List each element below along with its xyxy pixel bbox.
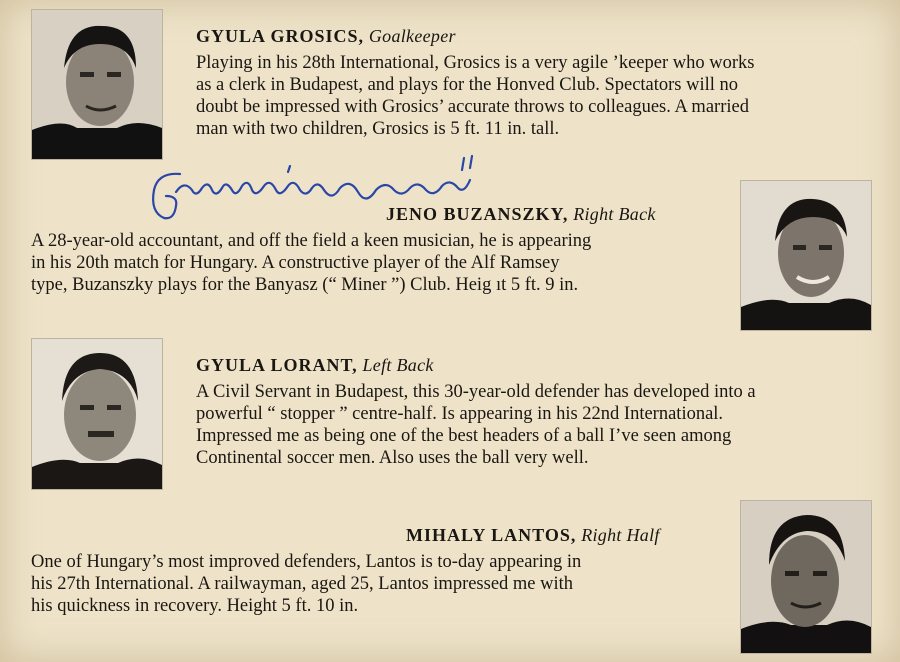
lorant-photo — [31, 338, 163, 490]
player-name: GYULA GROSICS, — [196, 26, 365, 46]
grosics-heading — [196, 26, 456, 47]
bio-line: powerful “ stopper ” centre-half. Is appearing in his 22nd International. — [196, 404, 724, 424]
bio-line: Continental soccer men. Also uses the ball very well. — [196, 448, 589, 468]
bio-line: A Civil Servant in Budapest, this 30-year-old defender has developed into a — [196, 382, 756, 402]
bio-line: his 27th International. A railwayman, aged 25, Lantos impressed me with — [31, 574, 574, 594]
player-position: Left Back — [362, 355, 434, 375]
player-position: Right Half — [581, 525, 660, 545]
grosics-bio — [196, 52, 876, 140]
bio-line: type, Buzanszky plays for the Banyasz (“ Miner ”) Club. Heig ıt 5 ft. 9 in. — [31, 275, 579, 295]
bio-line: Playing in his 28th International, Grosics is a very agile ’keeper who works — [196, 53, 755, 73]
bio-line: his quickness in recovery. Height 5 ft. 10 in. — [31, 596, 359, 616]
player-position: Goalkeeper — [368, 26, 456, 46]
bio-line: Impressed me as being one of the best headers of a ball I’ve seen among — [196, 426, 732, 446]
player-name: GYULA LORANT, — [196, 355, 358, 375]
bio-line: doubt be impressed with Grosics’ accurate throws to colleagues. A married — [196, 97, 749, 117]
bio-line: One of Hungary’s most improved defenders, Lantos is to-day appearing in — [31, 552, 582, 572]
lorant-bio — [196, 381, 876, 469]
buzanszky-bio — [31, 230, 711, 296]
bio-line: man with two children, Grosics is 5 ft. 11 in. tall. — [196, 119, 560, 139]
grosics-photo — [31, 9, 163, 160]
lantos-bio — [31, 551, 711, 617]
buzanszky-heading — [386, 204, 656, 225]
player-name: JENO BUZANSZKY, — [386, 204, 569, 224]
player-name: MIHALY LANTOS, — [406, 525, 577, 545]
buzanszky-photo — [740, 180, 872, 331]
bio-line: A 28-year-old accountant, and off the field a keen musician, he is appearing — [31, 231, 592, 251]
lorant-heading — [196, 355, 434, 376]
bio-line: in his 20th match for Hungary. A constructive player of the Alf Ramsey — [31, 253, 560, 273]
bio-line: as a clerk in Budapest, and plays for the Honved Club. Spectators will no — [196, 75, 739, 95]
player-position: Right Back — [573, 204, 656, 224]
lantos-photo — [740, 500, 872, 654]
lantos-heading — [406, 525, 660, 546]
